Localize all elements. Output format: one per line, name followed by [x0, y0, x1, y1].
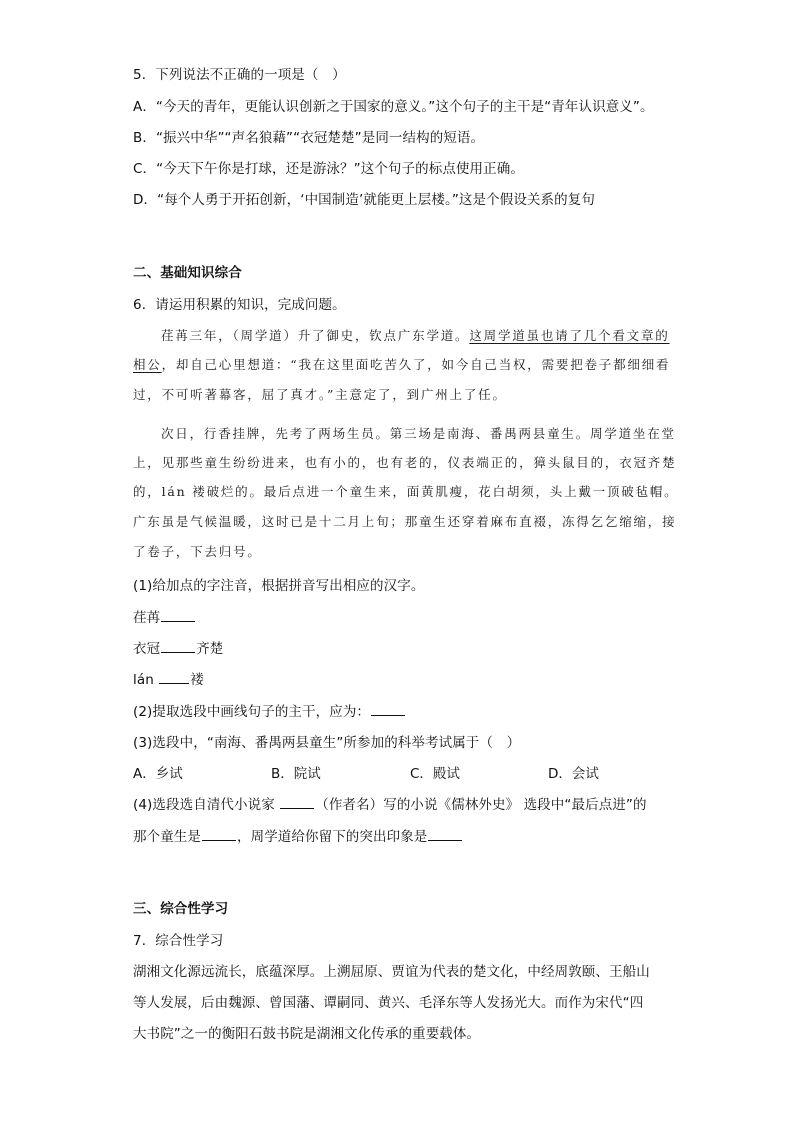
q7-text-line: 大书院”之一的衡阳石鼓书院是湖湘文化传承的重要载体。	[133, 1026, 481, 1042]
passage-line: 过，不可听著幕客，屈了真才。”主意定了，到广州上了任。	[133, 387, 507, 402]
answer-blank[interactable]	[371, 703, 405, 716]
q6-sub3-option-d: D．会试	[548, 766, 599, 782]
passage-line: 次日，行香挂牌，先考了两场生员。第三场是南海、番禺两县童生。周学道坐在堂	[161, 426, 676, 441]
q6-sub3-options	[133, 765, 653, 783]
q5-option-d: D．“每个人勇于开拓创新，‘中国制造’就能更上层楼。”这是个假设关系的复句	[133, 192, 595, 208]
passage-line: 了卷子，下去归号。	[133, 544, 262, 559]
q7-stem: 7．综合性学习	[133, 933, 224, 949]
q6-sub3-option-a: A．乡试	[133, 766, 183, 782]
answer-blank[interactable]	[161, 609, 195, 622]
q5-option-b: B．“振兴中华”“声名狼藉”“衣冠楚楚”是同一结构的短语。	[133, 130, 485, 146]
q5-option-a: A．“今天的青年，更能认识创新之于国家的意义。”这个句子的主干是“青年认识意义”。	[133, 99, 654, 115]
section-heading-comprehensive: 三、综合性学习	[133, 901, 229, 917]
underlined-sentence: 这周学道虽也请了几个看文章的	[469, 328, 670, 343]
q6-sub2: (2)提取选段中画线句子的主干，应为：	[133, 703, 406, 721]
q6-item-lan: lán 褛	[133, 672, 204, 688]
q6-stem: 6．请运用积累的知识，完成问题。	[133, 297, 346, 313]
q6-item-yiguan: 衣冠 齐楚	[133, 641, 224, 657]
q6-sub4-line2: 那个童生是 ，周学道给你留下的突出印象是	[133, 828, 463, 846]
underlined-sentence: 相公	[133, 357, 162, 372]
section-heading-basic: 二、基础知识综合	[133, 265, 242, 281]
q5-stem: 5．下列说法不正确的一项是（ ）	[133, 67, 346, 83]
passage-line: 相公，却自己心里想道：“我在这里面吃苦久了，如今自己当权，需要把卷子都细细看	[133, 357, 671, 372]
q6-sub3: (3)选段中，“南海、番禺两县童生”所参加的科举考试属于（ ）	[133, 735, 521, 751]
answer-blank[interactable]	[159, 671, 189, 684]
passage-line: 上，见那些童生纷纷进来，也有小的，也有老的，仪表端正的，獐头鼠目的，衣冠齐楚	[133, 455, 677, 470]
q6-sub3-option-c: C．殿试	[410, 766, 460, 782]
q7-text-line: 等人发展，后由魏源、曾国藩、谭嗣同、黄兴、毛泽东等人发扬光大。而作为宋代“四	[133, 995, 644, 1011]
q5-option-c: C．“今天下午你是打球，还是游泳？”这个句子的标点使用正确。	[133, 161, 524, 177]
answer-blank[interactable]	[161, 640, 195, 653]
q7-text-line: 湖湘文化源远流长，底蕴深厚。上溯屈原、贾谊为代表的楚文化，中经周敦颐、王船山	[133, 964, 650, 980]
q6-item-renran: 荏苒	[133, 609, 196, 627]
passage-line: 的，lán 褛破烂的。最后点进一个童生来，面黄肌瘦，花白胡须，头上戴一顶破毡帽。	[133, 484, 679, 499]
answer-blank[interactable]	[280, 796, 314, 809]
answer-blank[interactable]	[202, 828, 236, 841]
passage-line: 广东虽是气候温暖，这时已是十二月上旬；那童生还穿着麻布直裰，冻得乞乞缩缩，接	[133, 514, 677, 529]
passage-line: 荏苒三年，（周学道）升了御史，钦点广东学道。这周学道虽也请了几个看文章的	[161, 328, 670, 343]
q6-sub1: (1)给加点的字注音，根据拼音写出相应的汉字。	[133, 578, 425, 594]
q6-sub4-line1: (4)选段选自清代小说家 （作者名）写的小说《儒林外史》 选段中“最后点进”的	[133, 797, 647, 813]
answer-blank[interactable]	[428, 828, 462, 841]
q6-sub3-option-b: B．院试	[271, 766, 321, 782]
